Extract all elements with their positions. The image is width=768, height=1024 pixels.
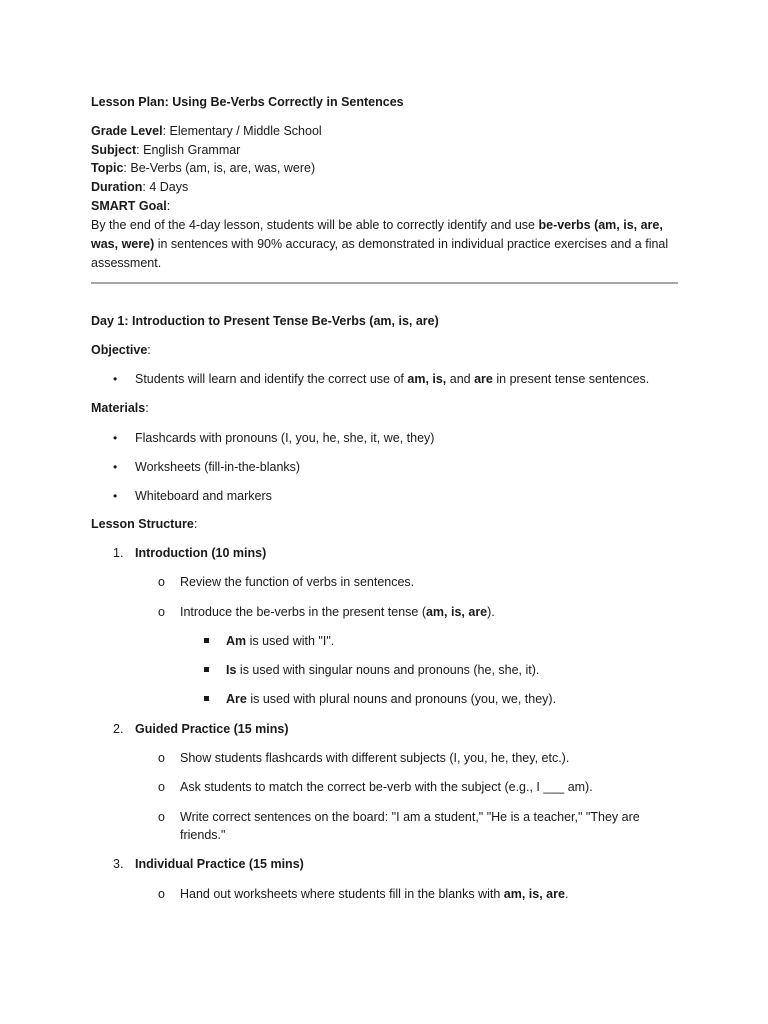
grade-level-line <box>91 123 322 139</box>
objective-text: in present tense sentences. <box>492 372 650 386</box>
step-item: Write correct sentences on the board: "I am a student," "He is a teacher," "They are <box>180 810 640 824</box>
step-title: Guided Practice (15 mins) <box>135 722 289 736</box>
materials-item: Flashcards with pronouns (I, you, he, she, it, we, they) <box>135 431 435 445</box>
smart-goal-text-line-3: assessment. <box>91 256 162 270</box>
horizontal-divider <box>91 282 678 284</box>
step-title: Individual Practice (15 mins) <box>135 857 304 871</box>
objective-emphasis: am, is, <box>407 372 447 386</box>
sub-item-emphasis: Is <box>226 663 237 677</box>
circle-bullet-icon: o <box>158 605 165 619</box>
duration-line <box>91 179 188 195</box>
sub-item-text: is used with singular nouns and pronouns (he, she, it). <box>236 663 540 677</box>
subject-value: : English Grammar <box>136 143 241 157</box>
materials-heading <box>91 400 149 416</box>
step-item: Ask students to match the correct be-verb with the subject (e.g., I ___ am). <box>180 780 593 794</box>
grade-level-value: : Elementary / Middle School <box>162 124 322 138</box>
square-bullet-icon <box>204 638 209 643</box>
circle-bullet-icon: o <box>158 810 165 824</box>
subject-line <box>91 142 240 158</box>
step-item <box>180 886 568 902</box>
smart-goal-heading <box>91 198 170 214</box>
materials-item: Worksheets (fill-in-the-blanks) <box>135 460 301 474</box>
bullet-icon: • <box>113 431 118 445</box>
materials-label: Materials <box>91 401 146 415</box>
materials-colon: : <box>145 401 149 415</box>
sub-item-text: is used with plural nouns and pronouns (you, we, they). <box>246 692 557 706</box>
step-item-text: Hand out worksheets where students fill in the blanks with <box>180 887 504 901</box>
duration-label: Duration <box>91 180 143 194</box>
topic-label: Topic <box>91 161 124 175</box>
objective-item <box>135 371 649 387</box>
smart-goal-emphasis: was, were) <box>91 237 155 251</box>
step-item-emphasis: am, is, are <box>425 605 488 619</box>
smart-goal-text: in sentences with 90% accuracy, as demonstrated in individual practice exercises and a final <box>154 237 669 251</box>
step-title: Introduction (10 mins) <box>135 546 267 560</box>
step-number: 2. <box>113 722 124 736</box>
step-item: Show students flashcards with different subjects (I, you, he, they, etc.). <box>180 751 570 765</box>
objective-text: and <box>446 372 475 386</box>
step-item-emphasis: am, is, are <box>503 887 565 901</box>
square-bullet-icon <box>204 696 209 701</box>
step-item-text: ). <box>487 605 495 619</box>
sub-item <box>226 633 334 649</box>
circle-bullet-icon: o <box>158 887 165 901</box>
smart-goal-text-line-1 <box>91 217 663 233</box>
topic-line <box>91 160 315 176</box>
lesson-structure-colon: : <box>193 517 198 531</box>
circle-bullet-icon: o <box>158 751 165 765</box>
smart-goal-label: SMART Goal <box>91 199 167 213</box>
lesson-structure-label: Lesson Structure <box>91 517 194 531</box>
square-bullet-icon <box>204 667 209 672</box>
objective-heading <box>91 342 151 358</box>
sub-item-emphasis: Are <box>226 692 247 706</box>
day1-heading: Day 1: Introduction to Present Tense Be-Verbs (am, is, are) <box>91 314 439 328</box>
step-item-text: . <box>564 887 569 901</box>
smart-goal-emphasis: be-verbs (am, is, are, <box>538 218 663 232</box>
grade-level-label: Grade Level <box>91 124 163 138</box>
circle-bullet-icon: o <box>158 780 165 794</box>
subject-label: Subject <box>91 143 137 157</box>
step-item <box>180 604 495 620</box>
smart-goal-text-line-2 <box>91 236 668 252</box>
circle-bullet-icon: o <box>158 575 165 589</box>
document-title: Lesson Plan: Using Be-Verbs Correctly in Sentences <box>91 95 404 109</box>
bullet-icon: • <box>113 489 118 503</box>
bullet-icon: • <box>113 372 118 386</box>
sub-item <box>226 691 556 707</box>
objective-text: Students will learn and identify the correct use of <box>135 372 408 386</box>
bullet-icon: • <box>113 460 118 474</box>
step-item: Review the function of verbs in sentences. <box>180 575 415 589</box>
lesson-structure-heading <box>91 516 197 532</box>
step-number: 3. <box>113 857 124 871</box>
objective-label: Objective <box>91 343 148 357</box>
step-item-continuation: friends." <box>180 828 226 842</box>
sub-item <box>226 662 539 678</box>
sub-item-text: is used with "I". <box>246 634 335 648</box>
topic-value: : Be-Verbs (am, is, are, was, were) <box>123 161 316 175</box>
smart-goal-colon: : <box>166 199 171 213</box>
step-item-text: Introduce the be-verbs in the present tense ( <box>180 605 426 619</box>
objective-colon: : <box>147 343 151 357</box>
duration-value: : 4 Days <box>142 180 189 194</box>
objective-emphasis: are <box>474 372 493 386</box>
step-number: 1. <box>113 546 124 560</box>
smart-goal-text: By the end of the 4-day lesson, students will be able to correctly identify and use <box>91 218 539 232</box>
materials-item: Whiteboard and markers <box>135 489 272 503</box>
sub-item-emphasis: Am <box>226 634 247 648</box>
